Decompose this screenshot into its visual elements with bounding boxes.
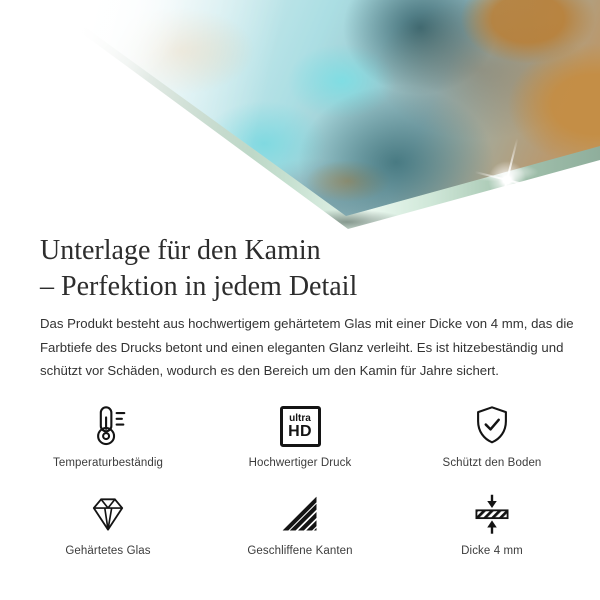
feature-label: Schützt den Boden — [442, 457, 542, 469]
feature-label: Gehärtetes Glas — [65, 545, 151, 557]
feature-high-quality-print — [204, 400, 396, 488]
feature-temperature-resistant — [12, 400, 204, 488]
feature-label: Dicke 4 mm — [461, 545, 523, 557]
feature-polished-edges — [204, 488, 396, 576]
description-line: schützt vor Schäden, wodurch es den Bereich um den Kamin für Jahre sichert. — [40, 363, 499, 378]
page-title-line1: Unterlage für den Kamin — [40, 235, 321, 266]
page-title — [40, 233, 357, 305]
feature-grid — [12, 400, 588, 576]
ultra-hd-icon-text-bottom: HD — [288, 422, 312, 440]
feature-thickness — [396, 488, 588, 576]
thickness-icon — [470, 492, 514, 536]
feature-label: Temperaturbeständig — [53, 457, 163, 469]
description-line: Farbtiefe des Drucks betont und einen eleganten Glanz verleiht. Es ist hitzebeständig und — [40, 339, 564, 355]
diamond-icon — [86, 492, 130, 536]
feature-tempered-glass — [12, 488, 204, 576]
beveled-edge-icon — [278, 492, 322, 536]
thermometer-icon — [85, 403, 131, 449]
product-description-text — [40, 312, 574, 383]
page-title-line2: – Perfektion in jedem Detail — [40, 271, 358, 302]
ultra-hd-icon — [280, 406, 321, 447]
feature-label: Hochwertiger Druck — [248, 457, 352, 469]
product-photo — [0, 0, 600, 232]
shield-check-icon — [469, 403, 515, 449]
feature-protects-floor — [396, 400, 588, 488]
feature-label: Geschliffene Kanten — [247, 545, 353, 557]
description-line: Das Produkt besteht aus hochwertigem gehärtetem Glas mit einer Dicke von 4 mm, das die — [40, 316, 574, 331]
ultra-hd-icon-text-top: ultra — [289, 412, 311, 424]
